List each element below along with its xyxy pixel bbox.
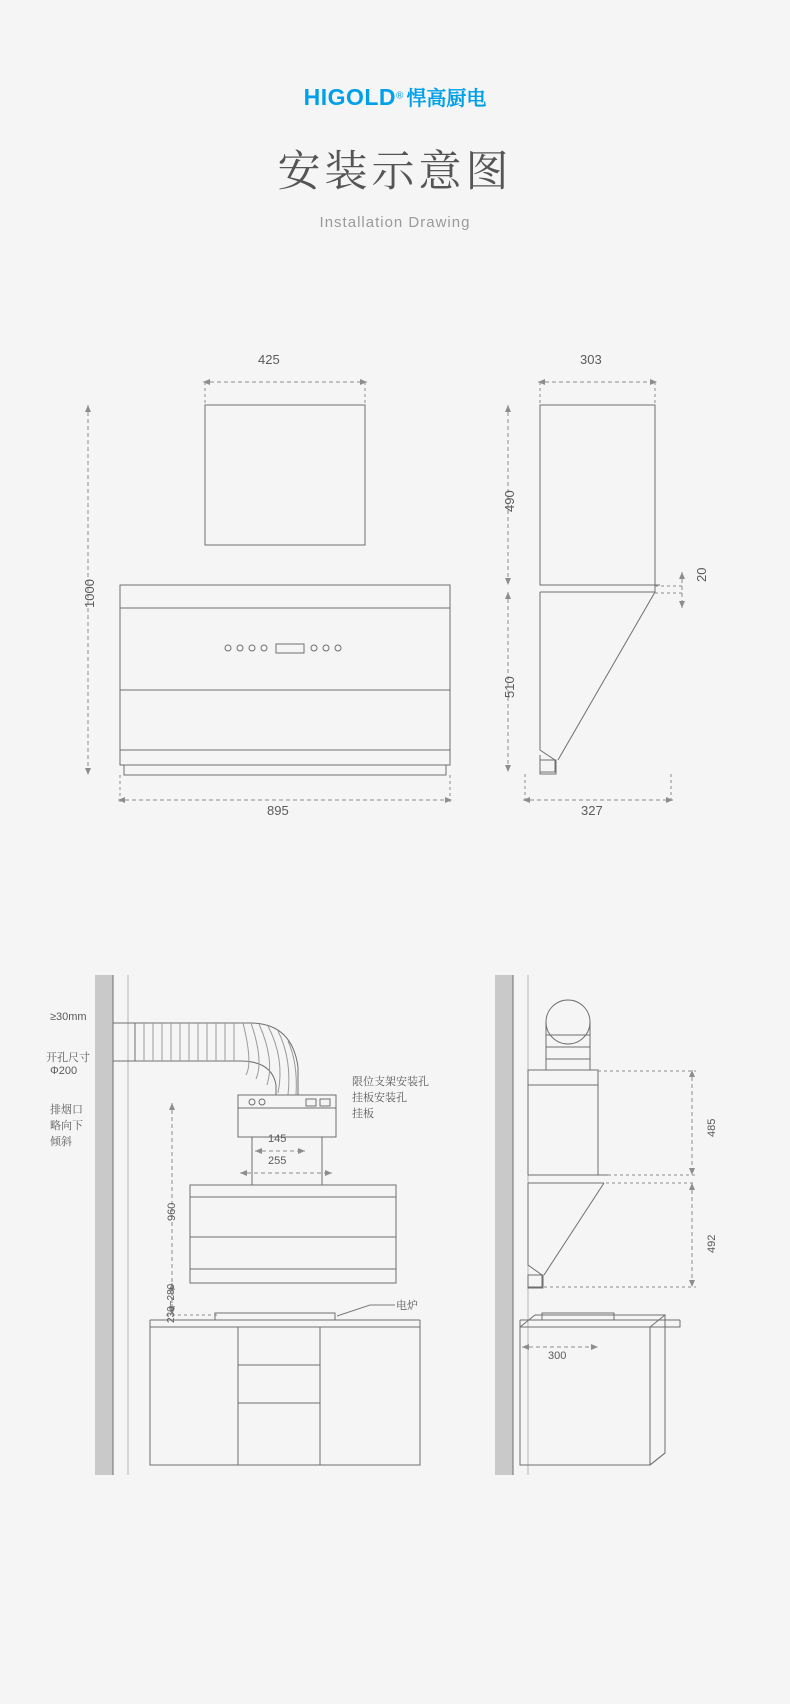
dim-mount-height: 960 xyxy=(166,1202,178,1221)
wall-hatch xyxy=(95,975,113,1475)
label-stove: 电炉 xyxy=(396,1300,418,1312)
dim-total-height: 1000 xyxy=(82,579,97,608)
dim-hole-spacing-inner: 145 xyxy=(268,1133,287,1145)
dim-body-depth: 327 xyxy=(581,803,603,818)
label-wall-gap: ≥30mm xyxy=(50,1011,87,1023)
dim-counter-depth: 300 xyxy=(548,1350,567,1362)
label-hole-size-line1: 开孔尺寸 xyxy=(46,1052,90,1064)
dim-hole-spacing-outer: 255 xyxy=(268,1155,287,1167)
brand-wordmark: HIGOLD xyxy=(303,84,397,110)
wall-hatch-side xyxy=(495,975,513,1475)
registered-trademark-icon: ® xyxy=(396,90,404,102)
label-duct-note-line2: 略向下 xyxy=(50,1120,83,1132)
dim-hood-to-stove: 230~280 xyxy=(166,1283,177,1323)
dim-upper-height: 485 xyxy=(706,1118,718,1137)
dim-chimney-height: 490 xyxy=(502,490,517,512)
dim-lip-height: 20 xyxy=(694,567,709,582)
label-hole-size-line2: Φ200 xyxy=(50,1065,78,1077)
dim-lower-height: 492 xyxy=(706,1234,718,1253)
page-subtitle: Installation Drawing xyxy=(319,214,471,231)
installation-side-drawing xyxy=(480,975,760,1495)
dim-body-height: 510 xyxy=(502,676,517,698)
brand-name-chinese: 悍高厨电 xyxy=(406,88,487,110)
dim-chimney-depth: 303 xyxy=(580,352,602,367)
label-bracket-line1: 限位支架安装孔 xyxy=(352,1076,429,1088)
dim-chimney-width: 425 xyxy=(258,352,280,367)
dim-body-width: 895 xyxy=(267,803,289,818)
front-elevation-drawing xyxy=(60,352,460,820)
side-elevation-drawing xyxy=(460,352,740,820)
label-duct-note-line1: 排烟口 xyxy=(50,1104,83,1116)
brand-logo xyxy=(0,82,790,111)
label-bracket-line2: 挂板安装孔 xyxy=(352,1092,407,1104)
page-title: 安装示意图 xyxy=(277,147,513,197)
label-bracket-line3: 挂板 xyxy=(352,1108,374,1120)
installation-front-drawing xyxy=(40,975,480,1495)
label-duct-note-line3: 倾斜 xyxy=(50,1136,72,1148)
